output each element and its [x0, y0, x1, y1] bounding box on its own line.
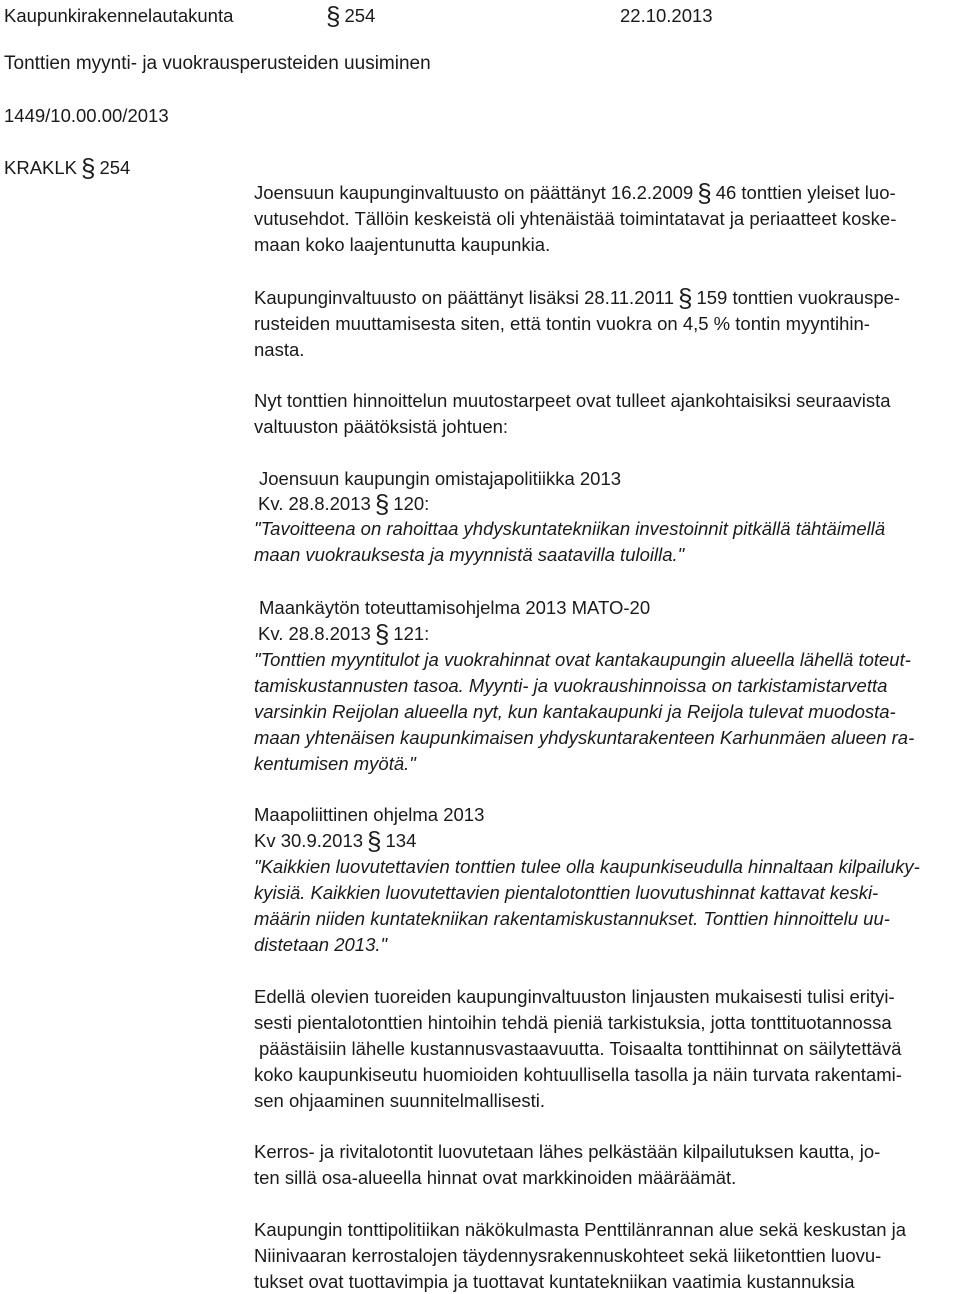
quote-line: kyisiä. Kaikkien luovutettavien pientalotonttien luovutushinnat kattavat keski- [254, 882, 879, 903]
paragraph-line: Kerros- ja rivitalotontit luovutetaan lähes pelkästään kilpailutuksen kautta, jo- [254, 1141, 881, 1162]
section-number: 254 [344, 5, 376, 26]
section-sign-icon: § [326, 1, 341, 31]
paragraph-line [254, 178, 896, 208]
text-segment: 46 tonttien yleiset luo- [715, 182, 896, 203]
paragraph-line: ten sillä osa-alueella hinnat ovat markkinoiden määräämät. [254, 1167, 737, 1188]
section-sign-icon: § [374, 619, 390, 649]
committee-ref-number: 254 [99, 157, 131, 178]
quote-heading: Maankäytön toteuttamisohjelma 2013 MATO-20 [259, 597, 651, 618]
section-ref [322, 1, 376, 31]
quote-heading: Joensuun kaupungin omistajapolitiikka 2013 [259, 468, 622, 489]
section-sign-icon: § [81, 153, 96, 183]
paragraph-line: tukset ovat tuottavimpia ja tuottavat kuntatekniikan vaatimia kustannuksia [254, 1271, 855, 1292]
section-sign-icon: § [697, 178, 712, 208]
quote-line: varsinkin Reijolan alueella nyt, kun kantakaupunki ja Reijola tulevat muodosta- [254, 701, 896, 722]
header-row [4, 4, 233, 28]
paragraph-line: koko kaupunkiseutu huomioiden kohtuullisella tasolla ja näin turvata rakentami- [254, 1064, 902, 1085]
paragraph-line: vutusehdot. Tällöin keskeistä oli yhtenäistää toimintatavat ja periaatteet koske- [254, 208, 897, 229]
text-segment: Kv. 28.8.2013 [258, 623, 371, 644]
page-title: Tonttien myynti- ja vuokrausperusteiden uusiminen [4, 53, 431, 74]
paragraph-line: nasta. [254, 339, 305, 360]
committee-ref [4, 153, 131, 183]
committee-ref-prefix: KRAKLK [4, 157, 78, 178]
quote-line: määrin niiden kuntatekniikan rakentamiskustannukset. Tonttien hinnoittelu uu- [254, 908, 890, 929]
section-sign-icon: § [677, 283, 693, 313]
text-segment: 120: [393, 493, 430, 514]
paragraph-line: Niinivaaran kerrostalojen täydennysrakennuskohteet sekä liiketonttien luovu- [254, 1245, 882, 1266]
quote-line: distetaan 2013." [254, 934, 388, 955]
paragraph-line: Edellä olevien tuoreiden kaupunginvaltuuston linjausten mukaisesti tulisi erityi- [254, 986, 895, 1007]
paragraph-line: sesti pientalotonttien hintoihin tehdä pieniä tarkistuksia, jotta tonttituotannossa [254, 1012, 892, 1033]
paragraph-line: rusteiden muuttamisesta siten, että tontin vuokra on 4,5 % tontin myyntihin- [254, 313, 870, 334]
quote-line: tamiskustannusten tasoa. Myynti- ja vuokraushinnoissa on tarkistamistarvetta [254, 675, 888, 696]
text-segment: Joensuun kaupunginvaltuusto on päättänyt 16.2.2009 [254, 182, 694, 203]
quote-line: "Tavoitteena on rahoittaa yhdyskuntatekniikan investoinnit pitkällä tähtäimellä [254, 518, 886, 539]
text-segment: 121: [393, 623, 430, 644]
paragraph-line [254, 283, 901, 313]
section-sign-icon: § [367, 826, 382, 856]
text-segment: Kaupunginvaltuusto on päättänyt lisäksi 28.11.2011 [254, 287, 674, 308]
diary-number: 1449/10.00.00/2013 [4, 105, 169, 126]
quote-heading: Maapoliittinen ohjelma 2013 [254, 804, 485, 825]
paragraph-line: Nyt tonttien hinnoittelun muutostarpeet ovat tulleet ajankohtaisiksi seuraavista [254, 390, 891, 411]
paragraph-line: Kaupungin tonttipolitiikan näkökulmasta Penttilänrannan alue sekä keskustan ja [254, 1219, 907, 1240]
quote-ref [258, 619, 430, 649]
text-segment: 159 tonttien vuokrauspe- [696, 287, 901, 308]
section-sign-icon: § [374, 489, 390, 519]
paragraph-line: valtuuston päätöksistä johtuen: [254, 416, 509, 437]
text-segment: Kv 30.9.2013 [254, 830, 364, 851]
paragraph-line: maan koko laajentunutta kaupunkia. [254, 234, 551, 255]
committee-name: Kaupunkirakennelautakunta [4, 5, 234, 26]
text-segment: 134 [385, 830, 417, 851]
quote-line: "Kaikkien luovutettavien tonttien tulee olla kaupunkiseudulla hinnaltaan kilpailuky- [254, 856, 920, 877]
quote-ref [254, 826, 417, 856]
quote-line: kentumisen myötä." [254, 753, 416, 774]
paragraph-line: sen ohjaaminen suunnitelmallisesti. [254, 1090, 546, 1111]
quote-ref [258, 489, 430, 519]
quote-line: maan vuokrauksesta ja myynnistä saatavilla tuloilla." [254, 544, 685, 565]
paragraph-line: päästäisiin lähelle kustannusvastaavuutta. Toisaalta tonttihinnat on säilytettävä [259, 1038, 902, 1059]
quote-line: "Tonttien myyntitulot ja vuokrahinnat ovat kantakaupungin alueella lähellä toteut- [254, 649, 911, 670]
text-segment: Kv. 28.8.2013 [258, 493, 371, 514]
quote-line: maan yhtenäisen kaupunkimaisen yhdyskuntarakenteen Karhunmäen alueen ra- [254, 727, 915, 748]
meeting-date: 22.10.2013 [620, 5, 713, 26]
